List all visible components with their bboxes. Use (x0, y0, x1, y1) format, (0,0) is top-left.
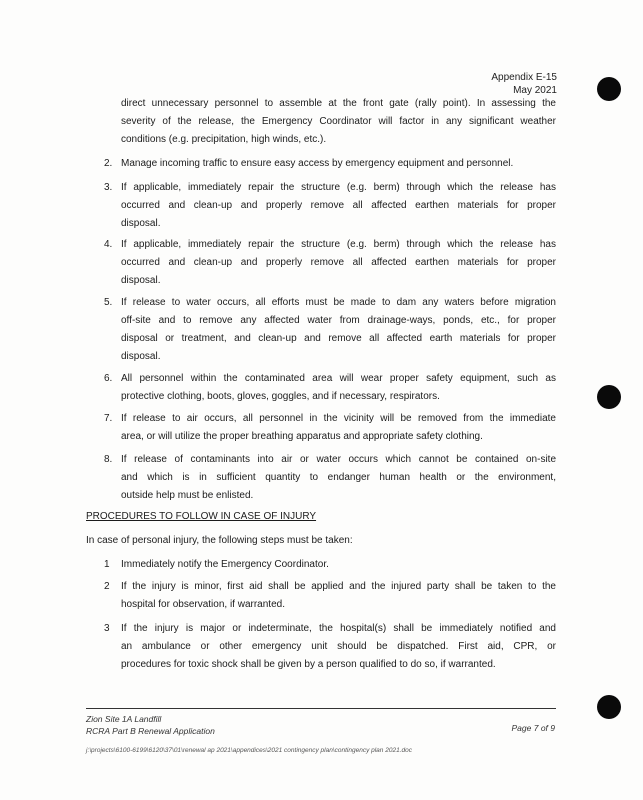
section-intro: In case of personal injury, the following steps must be taken: (86, 535, 353, 546)
body-line: direct unnecessary personnel to assemble at the front gate (rally point). In assessing the (121, 98, 556, 109)
list-item-line: disposal or treatment, and clean-up and remove all affected earth materials for proper (121, 333, 556, 344)
list-item-line: disposal. (121, 218, 161, 229)
section-heading: PROCEDURES TO FOLLOW IN CASE OF INJURY (86, 511, 317, 522)
list-item-line: and which is in sufficient quantity to endanger human health or the environment, (121, 472, 556, 483)
list-item-line: If applicable, immediately repair the structure (e.g. berm) through which the release has (121, 239, 556, 250)
body-line: conditions (e.g. precipitation, high winds, etc.). (121, 134, 327, 145)
header-date: May 2021 (513, 85, 557, 96)
list-item-line: protective clothing, boots, gloves, goggles, and if necessary, respirators. (121, 391, 440, 402)
list-item-line: disposal. (121, 351, 161, 362)
list-number: 4. (104, 239, 113, 250)
list-item-line: All personnel within the contaminated area will wear proper safety equipment, such as (121, 373, 556, 384)
binder-hole (597, 77, 621, 101)
list-item-line: outside help must be enlisted. (121, 490, 254, 501)
list-item-line: disposal. (121, 275, 161, 286)
list-item-line: occurred and clean-up and properly remove all affected earthen materials for proper (121, 257, 556, 268)
list-item-line: If release of contaminants into air or water occurs which cannot be contained on-site (121, 454, 556, 465)
list-item-line: If the injury is minor, first aid shall be applied and the injured party shall be taken to the (121, 581, 556, 592)
footer-file-path: j:\projects\6100-6199\6120\37\01\renewal ap 2021\appendices\2021 contingency plan\contingency plan 2021.doc (86, 747, 412, 754)
footer-site: Zion Site 1A Landfill (86, 714, 162, 724)
list-number: 1 (104, 559, 110, 570)
body-line: severity of the release, the Emergency Coordinator will factor in any significant weather (121, 116, 556, 127)
appendix-label: Appendix E-15 (491, 72, 557, 83)
list-number: 3 (104, 623, 110, 634)
footer-application: RCRA Part B Renewal Application (86, 726, 215, 736)
list-item-line: occurred and clean-up and properly remove all affected earthen materials for proper (121, 200, 556, 211)
list-item-line: procedures for toxic shock shall be given by a person qualified to do so, if warranted. (121, 659, 496, 670)
list-number: 2. (104, 158, 113, 169)
list-item-line: If release to air occurs, all personnel in the vicinity will be removed from the immediate (121, 413, 556, 424)
binder-hole (597, 695, 621, 719)
list-number: 6. (104, 373, 113, 384)
list-item-line: Manage incoming traffic to ensure easy access by emergency equipment and personnel. (121, 158, 514, 169)
list-number: 2 (104, 581, 110, 592)
list-number: 8. (104, 454, 113, 465)
list-number: 3. (104, 182, 113, 193)
binder-hole (597, 385, 621, 409)
list-item-line: Immediately notify the Emergency Coordinator. (121, 559, 329, 570)
list-item-line: area, or will utilize the proper breathing apparatus and appropriate safety clothing. (121, 431, 483, 442)
footer-page-number: Page 7 of 9 (511, 723, 555, 733)
list-item-line: If applicable, immediately repair the structure (e.g. berm) through which the release has (121, 182, 556, 193)
list-item-line: If the injury is major or indeterminate, the hospital(s) shall be immediately notified and (121, 623, 556, 634)
list-number: 5. (104, 297, 113, 308)
list-item-line: hospital for observation, if warranted. (121, 599, 285, 610)
list-number: 7. (104, 413, 113, 424)
footer-rule (86, 708, 556, 709)
list-item-line: If release to water occurs, all efforts must be made to dam any waters before migration (121, 297, 556, 308)
list-item-line: an ambulance or other emergency unit should be dispatched. First aid, CPR, or (121, 641, 556, 652)
list-item-line: off-site and to remove any affected water from drainage-ways, ponds, etc., for proper (121, 315, 556, 326)
